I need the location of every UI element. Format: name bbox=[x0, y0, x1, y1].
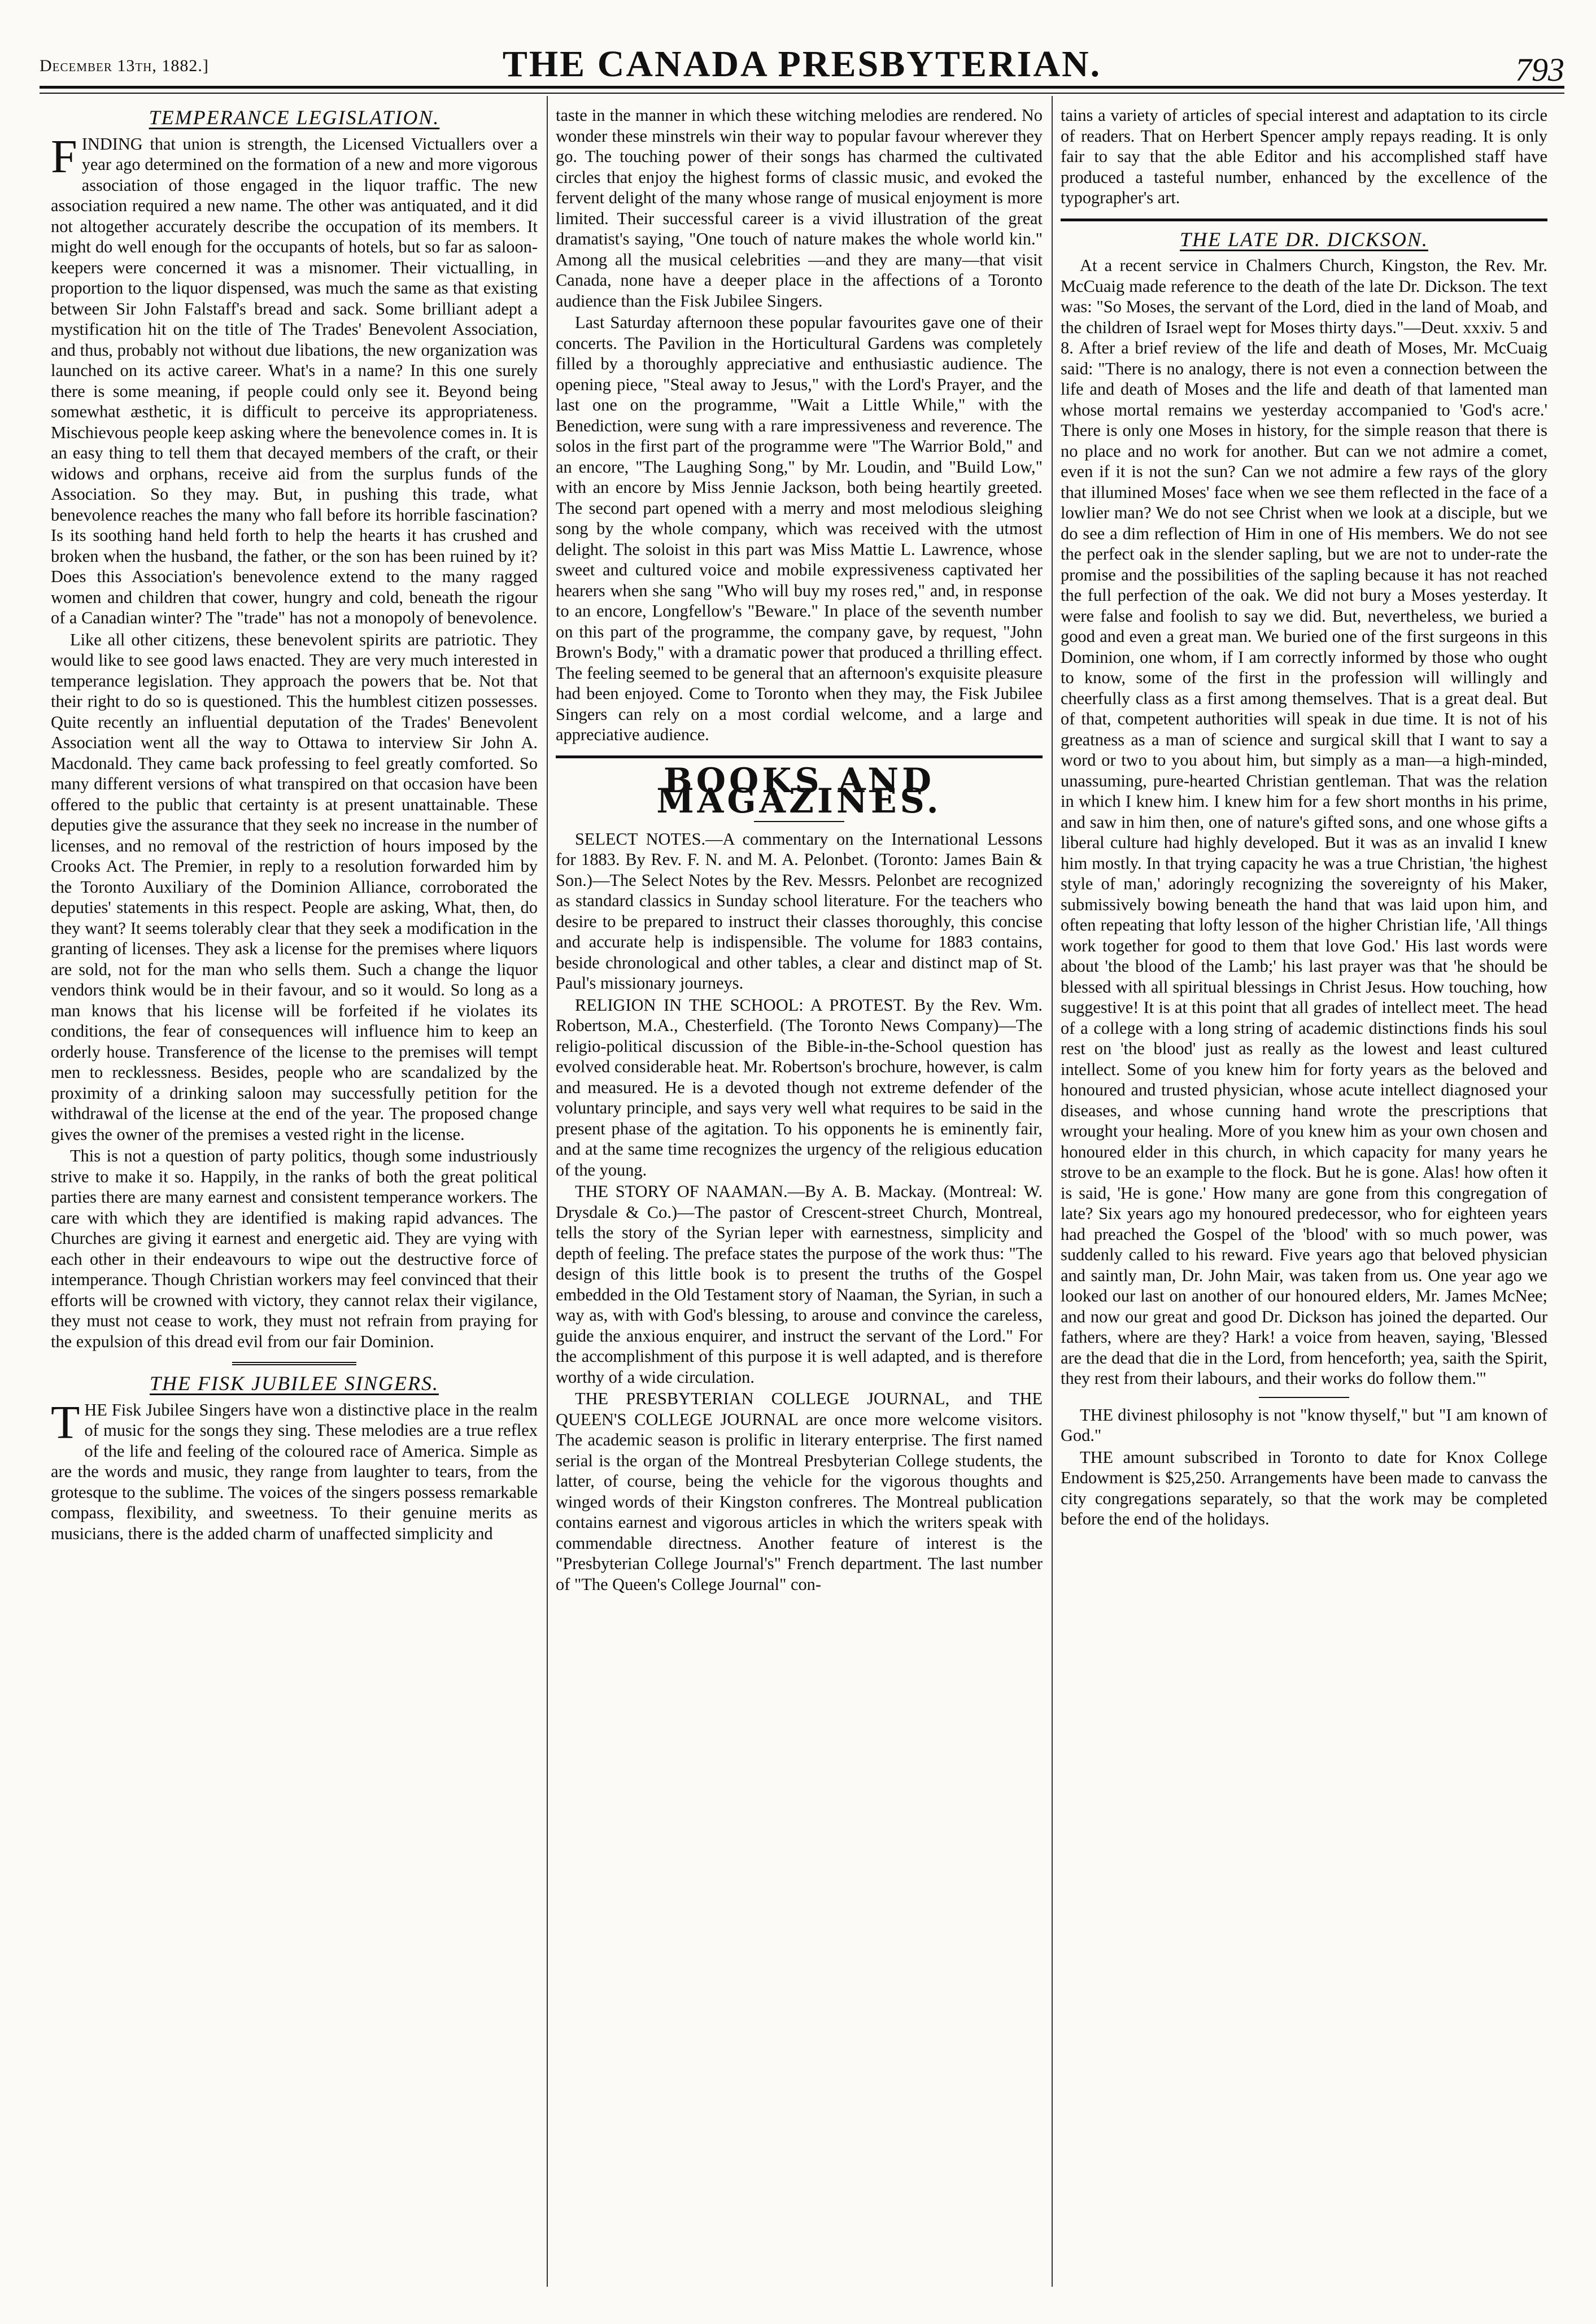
page-number: 793 bbox=[1515, 51, 1564, 88]
section-divider bbox=[1061, 219, 1547, 221]
section-heading-books: BOOKS AND MAGAZINES. bbox=[656, 761, 942, 821]
section-divider bbox=[232, 1362, 356, 1365]
section-divider bbox=[1259, 1397, 1349, 1398]
column-divider bbox=[547, 96, 548, 2287]
book-review: THE STORY OF NAAMAN.—By A. B. Mackay. (Montreal: W. Drysdale & Co.)—The pastor of Crescent-street Church, Montreal, tells the story of the Syrian leper with earnestness, simplicity and depth of feeling. The preface states the purpose of the work thus: "The design of this little book is to present the truths of the Gospel embedded in the Old Testament story of Naaman, the Syrian, in such a way as, with with God's blessing, to arouse and convince the careless, guide the anxious enquirer, and instruct the servant of the Lord." For the accomplishment of this purpose it is well adapted, and is therefore worthy of a wide circulation. bbox=[556, 1182, 1043, 1387]
article-heading-dickson: THE LATE DR. DICKSON. bbox=[1180, 228, 1428, 251]
book-review: RELIGION IN THE SCHOOL: A PROTEST. By the Rev. Wm. Robertson, M.A., Chesterfield. (The Toronto News Company)—The religio-political discussion of the Bible-in-the-School question has evolved considerable heat. Mr. Robertson's brochure, however, is calm and measured. He is a devoted though not extreme defender of the voluntary principle, and says very well what requires to be said in the present phase of the agitation. To his opponents he is eminently fair, and at the same time recognizes the urgency of the religious education of the young. bbox=[556, 995, 1043, 1180]
paragraph-text: HE Fisk Jubilee Singers have won a distinctive place in the realm of music for the songs they sing. These melodies are a true reflex of the life and feeling of the coloured race of America. Simple as are the words and music, they range from laughter to tears, from the grotesque to the sublime. The voices of the singers possess remarkable compass, flexibility, and sweetness. To their genuine merits as musicians, there is the added charm of unaffected simplicity and bbox=[51, 1400, 538, 1543]
article-paragraph: Like all other citizens, these benevolent spirits are patriotic. They would like to see good laws enacted. They are very much interested in temperance legislation. They approach the powers that be. Not that their right to do so is questioned. This the humblest citizen possesses. Quite recently an influential deputation of the Trades' Benevolent Association went all the way to Ottawa to interview Sir John A. Macdonald. They came back professing to feel greatly comforted. So many different versions of what transpired on that occasion have been offered to the public that certainty is at present unattainable. These deputies give the assurance that they seek no increase in the number of licenses, and no removal of the restriction of hours imposed by the Crooks Act. The Premier, in reply to a resolution forwarded him by the Toronto Auxiliary of the Dominion Alliance, corroborated the deputies' statements in this respect. People are asking, What, then, do they want? It seems tolerably clear that they seek a modification in the granting of licenses. They ask a license for the premises where liquors are sold, not for the man who sells them. Such a change the liquor vendors think would be in their favour, and so it would. So long as a man knows that his license will be forfeited if he violates its conditions, the fear of consequences will influence him to keep an orderly house. Transference of the license to the premises will tempt men to recklessness. Besides, people who are scandalized by the proximity of a drinking saloon may successfully petition for the withdrawal of the license at the end of the year. The proposed change gives the owner of the premises a vested right in the license. bbox=[51, 630, 538, 1144]
masthead-rule bbox=[40, 86, 1564, 89]
issue-date: December 13th, 1882.] bbox=[40, 56, 209, 75]
column-divider bbox=[1052, 96, 1053, 2287]
drop-cap: F bbox=[51, 130, 77, 183]
section-divider bbox=[556, 755, 1043, 758]
article-paragraph: This is not a question of party politics, though some industriously strive to make it so. Happily, in the ranks of both the great political parties there are many earnest and consistent temperance workers. The care with which they are identified is making rapid advances. The Churches are giving it earnest and energetic aid. They are vying with each other in their endeavours to wipe out the destructive force of intemperance. Though Christian workers may feel convinced that their efforts will be crowned with victory, they cannot relax their vigilance, they must not cease to work, they must not refrain from praying for the expulsion of this dread evil from our fair Dominion. bbox=[51, 1146, 538, 1351]
article-paragraph bbox=[51, 1396, 538, 1544]
filler-paragraph: THE amount subscribed in Toronto to date for Knox College Endowment is $25,250. Arrangements have been made to canvass the city congregations separately, so that the work may be completed before the end of the holidays. bbox=[1061, 1447, 1547, 1528]
article-heading-temperance: TEMPERANCE LEGISLATION. bbox=[149, 106, 440, 129]
column-2 bbox=[556, 105, 1043, 1595]
book-review: THE PRESBYTERIAN COLLEGE JOURNAL, and THE QUEEN'S COLLEGE JOURNAL are once more welcome visitors. The academic season is prolific in literary enterprise. The first named serial is the organ of the Montreal Presbyterian College students, the latter, of course, being the vehicle for the vigorous thoughts and winged words of their Kingston confreres. The Montreal publication contains earnest and vigorous articles in which the writers speak with commendable directness. Another feature of interest is the "Presbyterian College Journal's" French department. The last number of "The Queen's College Journal" con- bbox=[556, 1389, 1043, 1594]
column-1 bbox=[51, 105, 538, 1544]
filler-paragraph: THE divinest philosophy is not "know thyself," but "I am known of God." bbox=[1061, 1405, 1547, 1445]
article-paragraph: Last Saturday afternoon these popular favourites gave one of their concerts. The Pavilion in the Horticultural Gardens was completely filled by a thoroughly appreciative and enthusiastic audience. The opening piece, "Steal away to Jesus," with the Lord's Prayer, and the last one on the programme, "Wait a Little While," with the Benediction, were sung with a rare impressiveness and reverence. The solos in the first part of the programme were "The Warrior Bold," and an encore, "The Laughing Song," by Mr. Loudin, and "Build Low," with an encore by Miss Jennie Jackson, both being heartily greeted. The second part opened with a merry and most melodious sleighing song by the whole company, which was received with the utmost delight. The soloist in this part was Miss Mattie L. Lawrence, whose sweet and cultured voice and mobile expressiveness captivated her hearers when she sang "Who will buy my roses red," and, in response to an encore, Longfellow's "Beware." In place of the seventh number on this part of the programme, the company gave, by request, "John Brown's Body," with a dramatic power that produced a thrilling effect. The feeling seemed to be general that an afternoon's exquisite pleasure had been enjoyed. Come to Toronto when they may, the Fisk Jubilee Singers can rely on a most cordial welcome, and a large and appreciative audience. bbox=[556, 313, 1043, 744]
column-3 bbox=[1061, 105, 1547, 1530]
paragraph-text: INDING that union is strength, the Licensed Victuallers over a year ago determined on the formation of a new and more vigorous association of those engaged in the liquor traffic. The new association required a new name. The other was antiquated, and it did not altogether accurately describe the occupation of its members. It might do well enough for the occupants of hotels, but so far as saloon-keepers were concerned it was a misnomer. Their victualling, in proportion to the liquor dispensed, was much the same as that existing between Sir John Falstaff's bread and sack. Some brilliant adept a mystification hit on the title of The Trades' Benevolent Association, and thus, probably not without due libations, the new organization was launched on its active career. What's in a name? In this one surely there is some meaning, if people could only see it. Beyond being somewhat æsthetic, it is difficult to perceive its appropriateness. Mischievous people keep asking where the benevolence comes in. It is an easy thing to tell them that decayed members of the craft, or their widows and orphans, receive aid from the surplus funds of the Association. So they may. But, in pushing this trade, what benevolence reaches the many who fall before its horrible fascination? Is its soothing hand held forth to help the hearts it has crushed and broken when the husband, the father, or the son has been ruined by it? Does this Association's benevolence extend to the many ragged women and children that cower, hungry and cold, beneath the rigour of a Canadian winter? The "trade" has not a monopoly of benevolence. bbox=[51, 134, 538, 627]
article-paragraph: tains a variety of articles of special interest and adaptation to its circle of readers. That on Herbert Spencer amply repays reading. It is only fair to say that the able Editor and his accomplished staff have produced a tasteful number, enhanced by the excellence of the typographer's art. bbox=[1061, 106, 1547, 207]
drop-cap: T bbox=[51, 1396, 80, 1449]
newspaper-title: THE CANADA PRESBYTERIAN. bbox=[502, 43, 1102, 85]
article-paragraph: taste in the manner in which these witching melodies are rendered. No wonder these minstrels win their way to popular favour wherever they go. The touching power of their songs has charmed the cultivated circles that enjoy the highest forms of classic music, and evoked the fervent delight of the many whose range of musical enjoyment is more limited. Their successful career is a vivid illustration of the great dramatist's saying, "One touch of nature makes the whole world kin." Among all the musical celebrities —and they are many—that visit Canada, none have a deeper place in the affections of a Toronto audience than the Fisk Jubilee Singers. bbox=[556, 106, 1043, 311]
book-review: SELECT NOTES.—A commentary on the International Lessons for 1883. By Rev. F. N. and M. A. Pelonbet. (Toronto: James Bain & Son.)—The Select Notes by the Rev. Messrs. Pelonbet are recognized as standard classics in Sunday school literature. For the teachers who desire to be prepared to instruct their classes thoroughly, this concise and accurate help is indispensible. The volume for 1883 contains, beside chronological and other tables, a clear and distinct map of St. Paul's missionary journeys. bbox=[556, 829, 1043, 993]
article-heading-fisk: THE FISK JUBILEE SINGERS. bbox=[150, 1372, 439, 1395]
masthead-rule-thin bbox=[40, 93, 1564, 94]
masthead bbox=[40, 27, 1564, 89]
article-paragraph bbox=[51, 130, 538, 628]
article-paragraph: At a recent service in Chalmers Church, Kingston, the Rev. Mr. McCuaig made reference to the death of the late Dr. Dickson. The text was: "So Moses, the servant of the Lord, died in the land of Moab, and the children of Israel wept for Moses thirty days."—Deut. xxxiv. 5 and 8. After a brief review of the life and death of Moses, Mr. McCuaig said: "There is no analogy, there is not even a connection between the life and death of Moses and the life and death of that lamented man whose mortal remains we yesterday accompanied to 'God's acre.' There is only one Moses in history, for the simple reason that there is no place and no work for another. But can we not admire a comet, even if it is not the sun? Can we not admire a few rays of the glory that illumined Moses' face when we see them reflected in the face of a lowlier man? We do not see Christ when we look at a disciple, but we do see a dim reflection of Him in one of His members. We do not see the perfect oak in the slender sapling, but we are not to under-rate the promise and the possibilities of the sapling because it has not reached the full perfection of the oak. We did not bury a Moses yesterday. It were false and foolish to say we did. But, nevertheless, we buried a good and even a great man. We buried one of the first surgeons in this Dominion, one whom, if I am correctly informed by those who ought to know, some of the first in the profession will willingly and cheerfully class as a first among themselves. That is a great deal. But of that, competent authorities will speak in due time. It is not of his greatness as a man of science and surgical skill that I want to say a word or two to you about him, but simply as a man—a high-minded, unassuming, pure-hearted Christian gentleman. That was the relation in which I knew him. I knew him for a few short months in his prime, and saw in him then, one of nature's gifted sons, and one whose gifts a liberal culture had highly developed. But it was as an invalid I knew him mostly. In that trying capacity he was a true Christian, 'the highest style of man,' adoringly recognizing the sovereignty of his Maker, submissively bowing beneath the hand that was laid upon him, and often repeating that lofty lesson of the higher Christian life, 'All things work together for good to them that love God.' His last words were about 'the blood of the Lamb;' his last prayer was that 'he should be blessed with all spiritual blessings in Christ Jesus. How touching, how suggestive! It is at this point that all grades of intellect meet. The head of a college with a long string of academic distinctions finds his soul rest on 'the blood' just as really as the lowest and least cultured intellect. Some of you knew him for forty years as the beloved and honoured and trusted physician, whose acute intellect diagnosed your diseases, and whose cunning hand wrote the prescriptions that wrought your healing. More of you knew him as your own chosen and honoured elder in this church, in which capacity for many years he strove to be an example to the flock. But he is gone. Alas! how often it is said, 'He is gone.' How many are gone from this congregation of late? Six years ago my honoured predecessor, who for eighteen years had preached the Gospel of the 'blood' with so much power, was suddenly called to his reward. Five years ago that beloved physician and saintly man, Dr. John Mair, was taken from us. One year ago we looked our last on another of our honoured elders, Mr. James McNee; and now our great and good Dr. Dickson has joined the departed. Our fathers, where are they? Hark! a voice from heaven, saying, 'Blessed are the dead that die in the Lord, from henceforth; yea, saith the Spirit, they rest from their labours, and their works do follow them.'" bbox=[1061, 256, 1547, 1388]
